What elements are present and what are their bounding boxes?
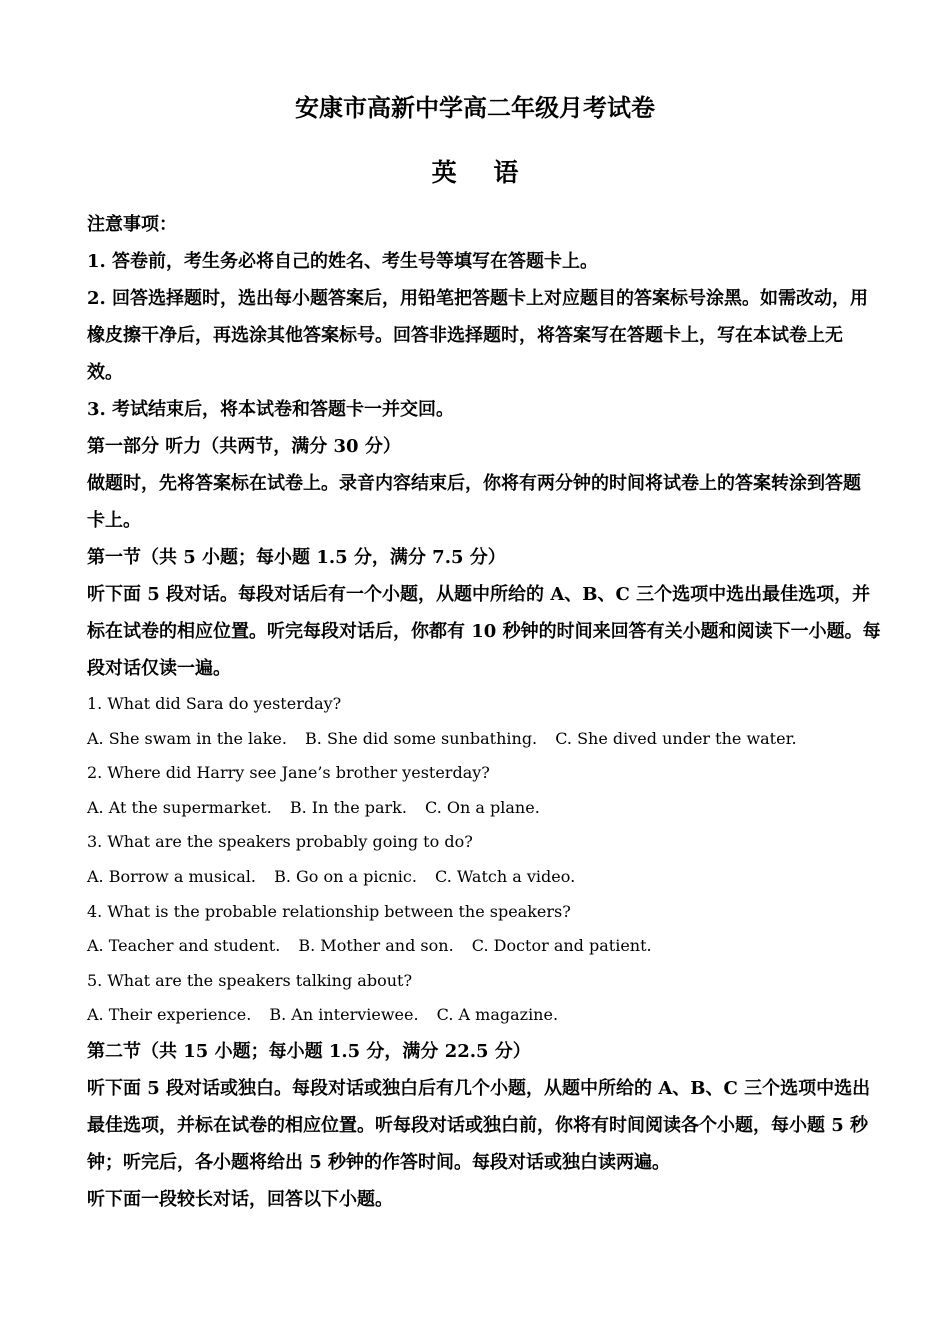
part1-instruction: 做题时，先将答案标在试卷上。录音内容结束后，你将有两分钟的时间将试卷上的答案转涂到答题卡上。 (87, 473, 861, 531)
option-c: C. Doctor and patient. (471, 936, 652, 956)
option-a: A. Their experience. (87, 1005, 252, 1025)
question-1-options (87, 722, 877, 757)
question-5-options (87, 998, 877, 1033)
option-a: A. She swam in the lake. (87, 728, 287, 748)
option-b: B. She did some sunbathing. (305, 728, 538, 748)
question-2: 2. Where did Harry see Jane’s brother yesterday? (87, 763, 490, 783)
question-4-options (87, 929, 877, 964)
option-b: B. Mother and son. (298, 936, 454, 956)
option-a: A. Borrow a musical. (87, 866, 256, 886)
notice-item-1: 1. 答卷前，考生务必将自己的姓名、考生号等填写在答题卡上。 (87, 251, 599, 272)
option-b: B. An interviewee. (269, 1005, 419, 1025)
option-c: C. She dived under the water. (555, 728, 797, 748)
exam-content (87, 206, 881, 1218)
subject-title: 英 语 (431, 158, 533, 187)
option-b: B. Go on a picnic. (274, 866, 417, 886)
question-1: 1. What did Sara do yesterday? (87, 694, 342, 713)
exam-title: 安康市高新中学高二年级月考试卷 (295, 93, 655, 122)
option-c: C. On a plane. (425, 797, 540, 817)
notice-item-3: 3. 考试结束后，将本试卷和答题卡一并交回。 (87, 399, 455, 420)
notice-heading: 注意事项： (87, 214, 177, 235)
option-c: C. A magazine. (436, 1005, 559, 1025)
option-c: C. Watch a video. (435, 866, 576, 886)
question-3-options (87, 860, 877, 895)
option-b: B. In the park. (289, 797, 407, 817)
section2-heading: 第二节（共 15 小题；每小题 1.5 分，满分 22.5 分） (87, 1040, 531, 1062)
section1-instruction: 听下面 5 段对话。每段对话后有一个小题，从题中所给的 A、B、C 三个选项中选出最佳选项，并标在试卷的相应位置。听完每段对话后，你都有 10 秒钟的时间来回答有关小题和阅读下一小题。每段对话仅读一遍。 (87, 584, 881, 679)
question-2-options (87, 791, 877, 826)
section2-lead: 听下面一段较长对话，回答以下小题。 (87, 1188, 393, 1210)
section2-instruction: 听下面 5 段对话或独白。每段对话或独白后有几个小题，从题中所给的 A、B、C 三个选项中选出最佳选项，并标在试卷的相应位置。听每段对话或独白前，你将有时间阅读各个小题，每小题 5 秒钟；听完后，各小题将给出 5 秒钟的作答时间。每段对话或独白读两遍。 (87, 1077, 871, 1173)
question-3: 3. What are the speakers probably going to do? (87, 832, 473, 852)
option-a: A. Teacher and student. (87, 936, 281, 956)
part1-heading: 第一部分 听力（共两节，满分 30 分） (87, 436, 401, 457)
notice-item-2: 2. 回答选择题时，选出每小题答案后，用铅笔把答题卡上对应题目的答案标号涂黑。如需改动，用橡皮擦干净后，再选涂其他答案标号。回答非选择题时，将答案写在答题卡上，写在本试卷上无效。 (87, 288, 869, 383)
question-4: 4. What is the probable relationship between the speakers? (87, 901, 571, 921)
option-a: A. At the supermarket. (87, 797, 272, 817)
section1-heading: 第一节（共 5 小题；每小题 1.5 分，满分 7.5 分） (87, 547, 506, 568)
question-5: 5. What are the speakers talking about? (87, 970, 413, 990)
